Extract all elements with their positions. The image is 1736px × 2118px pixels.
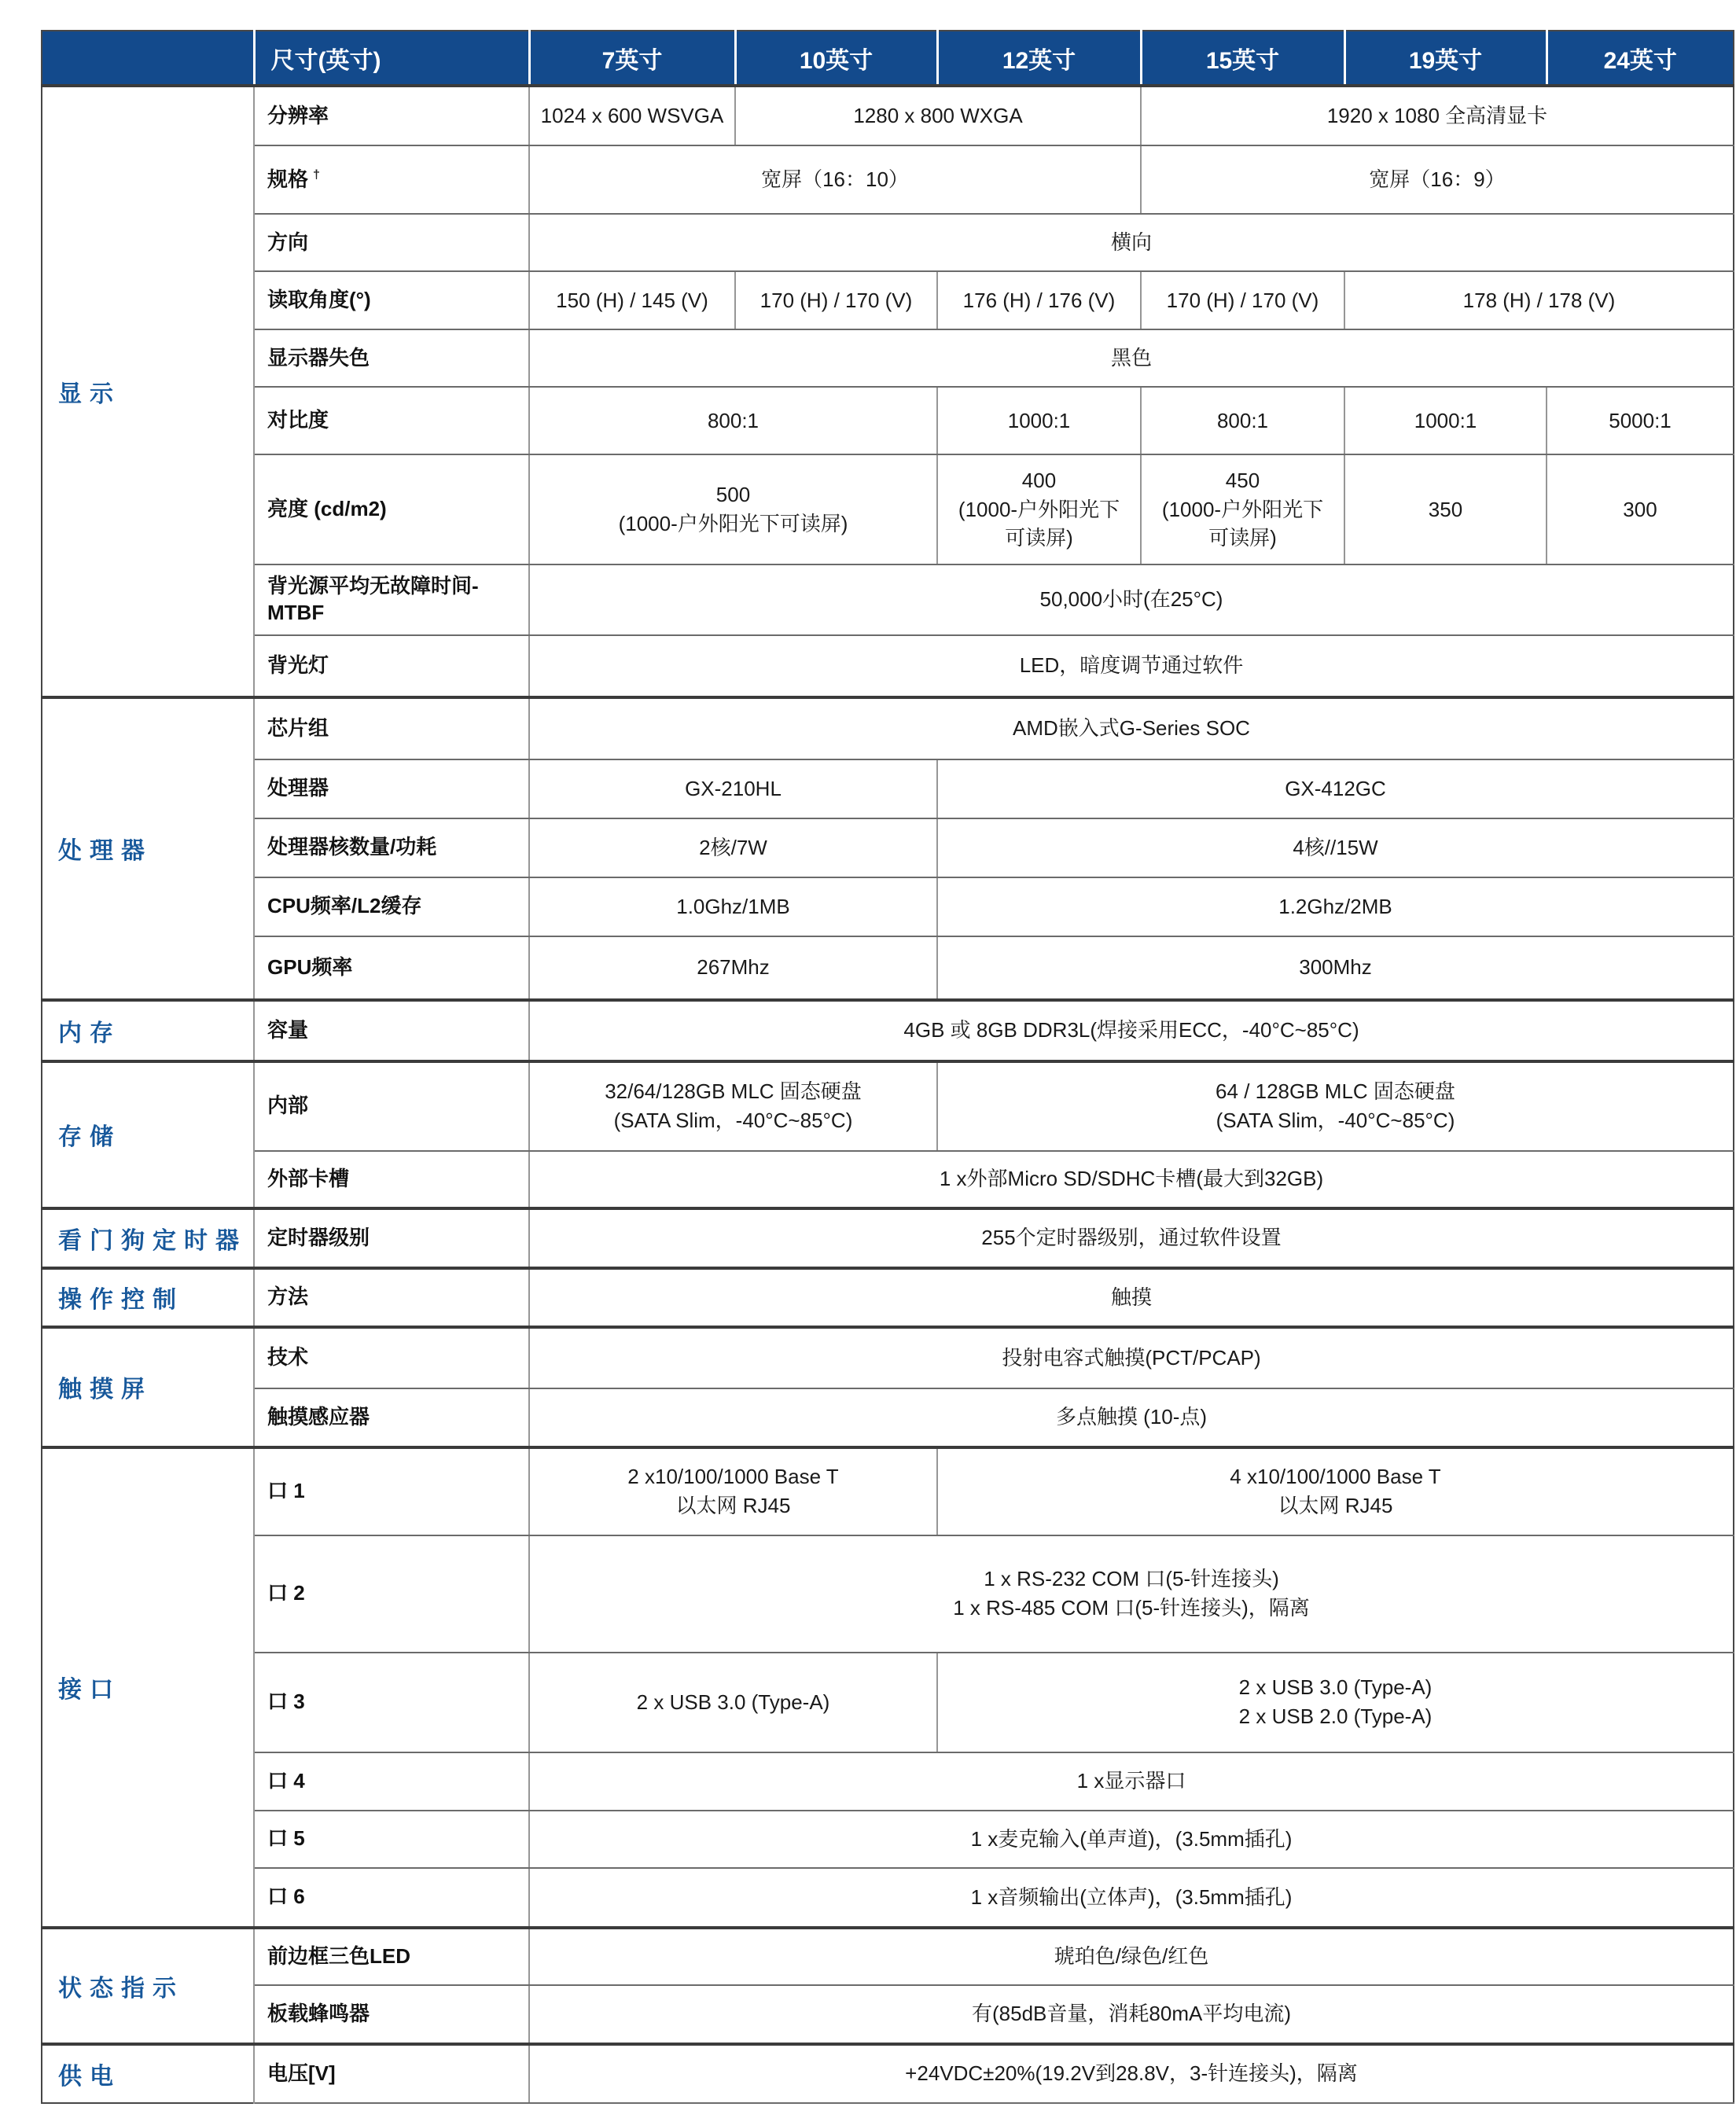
spec-row xyxy=(42,1151,1734,1208)
spec-row xyxy=(42,818,1734,877)
row-label: 处理器核数量/功耗 xyxy=(254,818,529,877)
spec-value-cell: 267Mhz xyxy=(529,936,937,1000)
spec-sheet xyxy=(41,30,1734,2104)
category-cell-interfaces: 接口 xyxy=(42,1447,254,1928)
spec-value-cell: 170 (H) / 170 (V) xyxy=(1141,271,1344,329)
spec-row xyxy=(42,1535,1734,1653)
spec-row xyxy=(42,86,1734,145)
row-label: CPU频率/L2缓存 xyxy=(254,877,529,936)
spec-value-cell: 多点触摸 (10-点) xyxy=(529,1388,1734,1447)
spec-value-cell: 1 x显示器口 xyxy=(529,1752,1734,1811)
row-label: 口 6 xyxy=(254,1868,529,1928)
row-label: 处理器 xyxy=(254,759,529,818)
row-label: 背光灯 xyxy=(254,635,529,697)
row-label: 前边框三色LED xyxy=(254,1928,529,1985)
category-cell-display: 显示 xyxy=(42,86,254,697)
spec-value-cell: 横向 xyxy=(529,214,1734,271)
spec-value-cell: 2核/7W xyxy=(529,818,937,877)
spec-value-cell: 1 x RS-232 COM 口(5-针连接头) 1 x RS-485 COM 口(5-针连接头)，隔离 xyxy=(529,1535,1734,1653)
spec-value-cell: 170 (H) / 170 (V) xyxy=(735,271,937,329)
spec-value-cell: 1280 x 800 WXGA xyxy=(735,86,1141,145)
row-label: 内部 xyxy=(254,1061,529,1151)
spec-row xyxy=(42,1208,1734,1268)
row-label: GPU频率 xyxy=(254,936,529,1000)
category-cell-processor: 处理器 xyxy=(42,697,254,1000)
spec-row xyxy=(42,759,1734,818)
spec-value-cell: 黑色 xyxy=(529,329,1734,387)
row-label: 定时器级别 xyxy=(254,1208,529,1268)
spec-value-cell: AMD嵌入式G-Series SOC xyxy=(529,697,1734,759)
row-label: 容量 xyxy=(254,1000,529,1061)
spec-row xyxy=(42,1868,1734,1928)
spec-value-cell: 450 (1000-户外阳光下 可读屏) xyxy=(1141,454,1344,564)
spec-value-cell: 1920 x 1080 全高清显卡 xyxy=(1141,86,1734,145)
spec-table-body xyxy=(42,86,1734,2103)
spec-row xyxy=(42,214,1734,271)
row-label: 分辨率 xyxy=(254,86,529,145)
row-label: 亮度 (cd/m2) xyxy=(254,454,529,564)
category-cell-storage: 存储 xyxy=(42,1061,254,1208)
row-label: 对比度 xyxy=(254,387,529,454)
spec-value-cell: 投射电容式触摸(PCT/PCAP) xyxy=(529,1327,1734,1388)
row-label: 芯片组 xyxy=(254,697,529,759)
row-label: 触摸感应器 xyxy=(254,1388,529,1447)
spec-value-cell: 4 x10/100/1000 Base T 以太网 RJ45 xyxy=(937,1447,1734,1535)
spec-value-cell: 1.0Ghz/1MB xyxy=(529,877,937,936)
spec-row xyxy=(42,271,1734,329)
spec-value-cell: 800:1 xyxy=(1141,387,1344,454)
spec-value-cell: 琥珀色/绿色/红色 xyxy=(529,1928,1734,1985)
header-corner-cell xyxy=(42,31,254,86)
spec-row xyxy=(42,1327,1734,1388)
spec-row xyxy=(42,1985,1734,2044)
header-column-6: 24英寸 xyxy=(1547,31,1734,86)
category-cell-status-leds: 状态指示 xyxy=(42,1928,254,2044)
spec-value-cell: 1000:1 xyxy=(937,387,1141,454)
category-cell-touchscreen: 触摸屏 xyxy=(42,1327,254,1447)
spec-value-cell: LED，暗度调节通过软件 xyxy=(529,635,1734,697)
header-column-3: 12英寸 xyxy=(937,31,1141,86)
header-row xyxy=(42,31,1734,86)
row-label: 口 5 xyxy=(254,1811,529,1868)
spec-row xyxy=(42,1811,1734,1868)
spec-value-cell: 宽屏（16：9） xyxy=(1141,145,1734,214)
spec-value-cell: GX-412GC xyxy=(937,759,1734,818)
spec-row xyxy=(42,1388,1734,1447)
spec-value-cell: 2 x USB 3.0 (Type-A) 2 x USB 2.0 (Type-A) xyxy=(937,1653,1734,1752)
spec-table xyxy=(41,30,1734,2104)
spec-value-cell: 宽屏（16：10） xyxy=(529,145,1141,214)
header-size-label: 尺寸(英寸) xyxy=(254,31,529,86)
spec-value-cell: 50,000小时(在25°C) xyxy=(529,564,1734,635)
spec-value-cell: 2 x10/100/1000 Base T 以太网 RJ45 xyxy=(529,1447,937,1535)
spec-row xyxy=(42,1447,1734,1535)
spec-row xyxy=(42,1061,1734,1151)
row-label: 外部卡槽 xyxy=(254,1151,529,1208)
spec-row xyxy=(42,1752,1734,1811)
category-cell-memory: 内存 xyxy=(42,1000,254,1061)
row-label: 口 3 xyxy=(254,1653,529,1752)
spec-value-cell: 1000:1 xyxy=(1344,387,1547,454)
spec-value-cell: 1 x外部Micro SD/SDHC卡槽(最大到32GB) xyxy=(529,1151,1734,1208)
spec-value-cell: 有(85dB音量，消耗80mA平均电流) xyxy=(529,1985,1734,2044)
header-column-4: 15英寸 xyxy=(1141,31,1344,86)
spec-value-cell: 1 x麦克输入(单声道)，(3.5mm插孔) xyxy=(529,1811,1734,1868)
row-label: 电压[V] xyxy=(254,2044,529,2103)
header-column-2: 10英寸 xyxy=(735,31,937,86)
spec-value-cell: 500 (1000-户外阳光下可读屏) xyxy=(529,454,937,564)
spec-row xyxy=(42,2044,1734,2103)
row-label: 口 4 xyxy=(254,1752,529,1811)
row-label: 口 2 xyxy=(254,1535,529,1653)
spec-value-cell: 176 (H) / 176 (V) xyxy=(937,271,1141,329)
spec-value-cell: 4GB 或 8GB DDR3L(焊接采用ECC，-40°C~85°C) xyxy=(529,1000,1734,1061)
spec-row xyxy=(42,1268,1734,1327)
spec-value-cell: 4核//15W xyxy=(937,818,1734,877)
spec-row xyxy=(42,145,1734,214)
header-column-5: 19英寸 xyxy=(1344,31,1547,86)
spec-row xyxy=(42,635,1734,697)
row-label: 读取角度(°) xyxy=(254,271,529,329)
spec-row xyxy=(42,1928,1734,1985)
spec-value-cell: 触摸 xyxy=(529,1268,1734,1327)
spec-value-cell: 178 (H) / 178 (V) xyxy=(1344,271,1734,329)
row-label: 板载蜂鸣器 xyxy=(254,1985,529,2044)
spec-row xyxy=(42,877,1734,936)
spec-value-cell: 1024 x 600 WSVGA xyxy=(529,86,735,145)
row-label: 显示器失色 xyxy=(254,329,529,387)
spec-row xyxy=(42,697,1734,759)
category-cell-power: 供电 xyxy=(42,2044,254,2103)
spec-value-cell: 300 xyxy=(1547,454,1734,564)
spec-value-cell: GX-210HL xyxy=(529,759,937,818)
spec-value-cell: 255个定时器级别，通过软件设置 xyxy=(529,1208,1734,1268)
spec-row xyxy=(42,936,1734,1000)
row-label: 技术 xyxy=(254,1327,529,1388)
row-label: 规格 † xyxy=(254,145,529,214)
spec-value-cell: 1.2Ghz/2MB xyxy=(937,877,1734,936)
spec-row xyxy=(42,1653,1734,1752)
header-column-1: 7英寸 xyxy=(529,31,735,86)
spec-row xyxy=(42,564,1734,635)
spec-value-cell: 300Mhz xyxy=(937,936,1734,1000)
spec-value-cell: 150 (H) / 145 (V) xyxy=(529,271,735,329)
spec-row xyxy=(42,1000,1734,1061)
spec-row xyxy=(42,387,1734,454)
row-label: 方法 xyxy=(254,1268,529,1327)
category-cell-watchdog: 看门狗定时器 xyxy=(42,1208,254,1268)
spec-value-cell: 800:1 xyxy=(529,387,937,454)
row-label: 口 1 xyxy=(254,1447,529,1535)
row-label: 背光源平均无故障时间-MTBF xyxy=(254,564,529,635)
spec-value-cell: 2 x USB 3.0 (Type-A) xyxy=(529,1653,937,1752)
spec-value-cell: 400 (1000-户外阳光下 可读屏) xyxy=(937,454,1141,564)
spec-value-cell: 64 / 128GB MLC 固态硬盘 (SATA Slim，-40°C~85°C) xyxy=(937,1061,1734,1151)
row-label: 方向 xyxy=(254,214,529,271)
spec-value-cell: 32/64/128GB MLC 固态硬盘 (SATA Slim，-40°C~85°C) xyxy=(529,1061,937,1151)
spec-row xyxy=(42,454,1734,564)
spec-value-cell: 1 x音频输出(立体声)，(3.5mm插孔) xyxy=(529,1868,1734,1928)
spec-value-cell: 5000:1 xyxy=(1547,387,1734,454)
spec-row xyxy=(42,329,1734,387)
dagger-note-marker: † xyxy=(313,167,320,182)
spec-value-cell: 350 xyxy=(1344,454,1547,564)
spec-value-cell: +24VDC±20%(19.2V到28.8V，3-针连接头)，隔离 xyxy=(529,2044,1734,2103)
category-cell-controls: 操作控制 xyxy=(42,1268,254,1327)
